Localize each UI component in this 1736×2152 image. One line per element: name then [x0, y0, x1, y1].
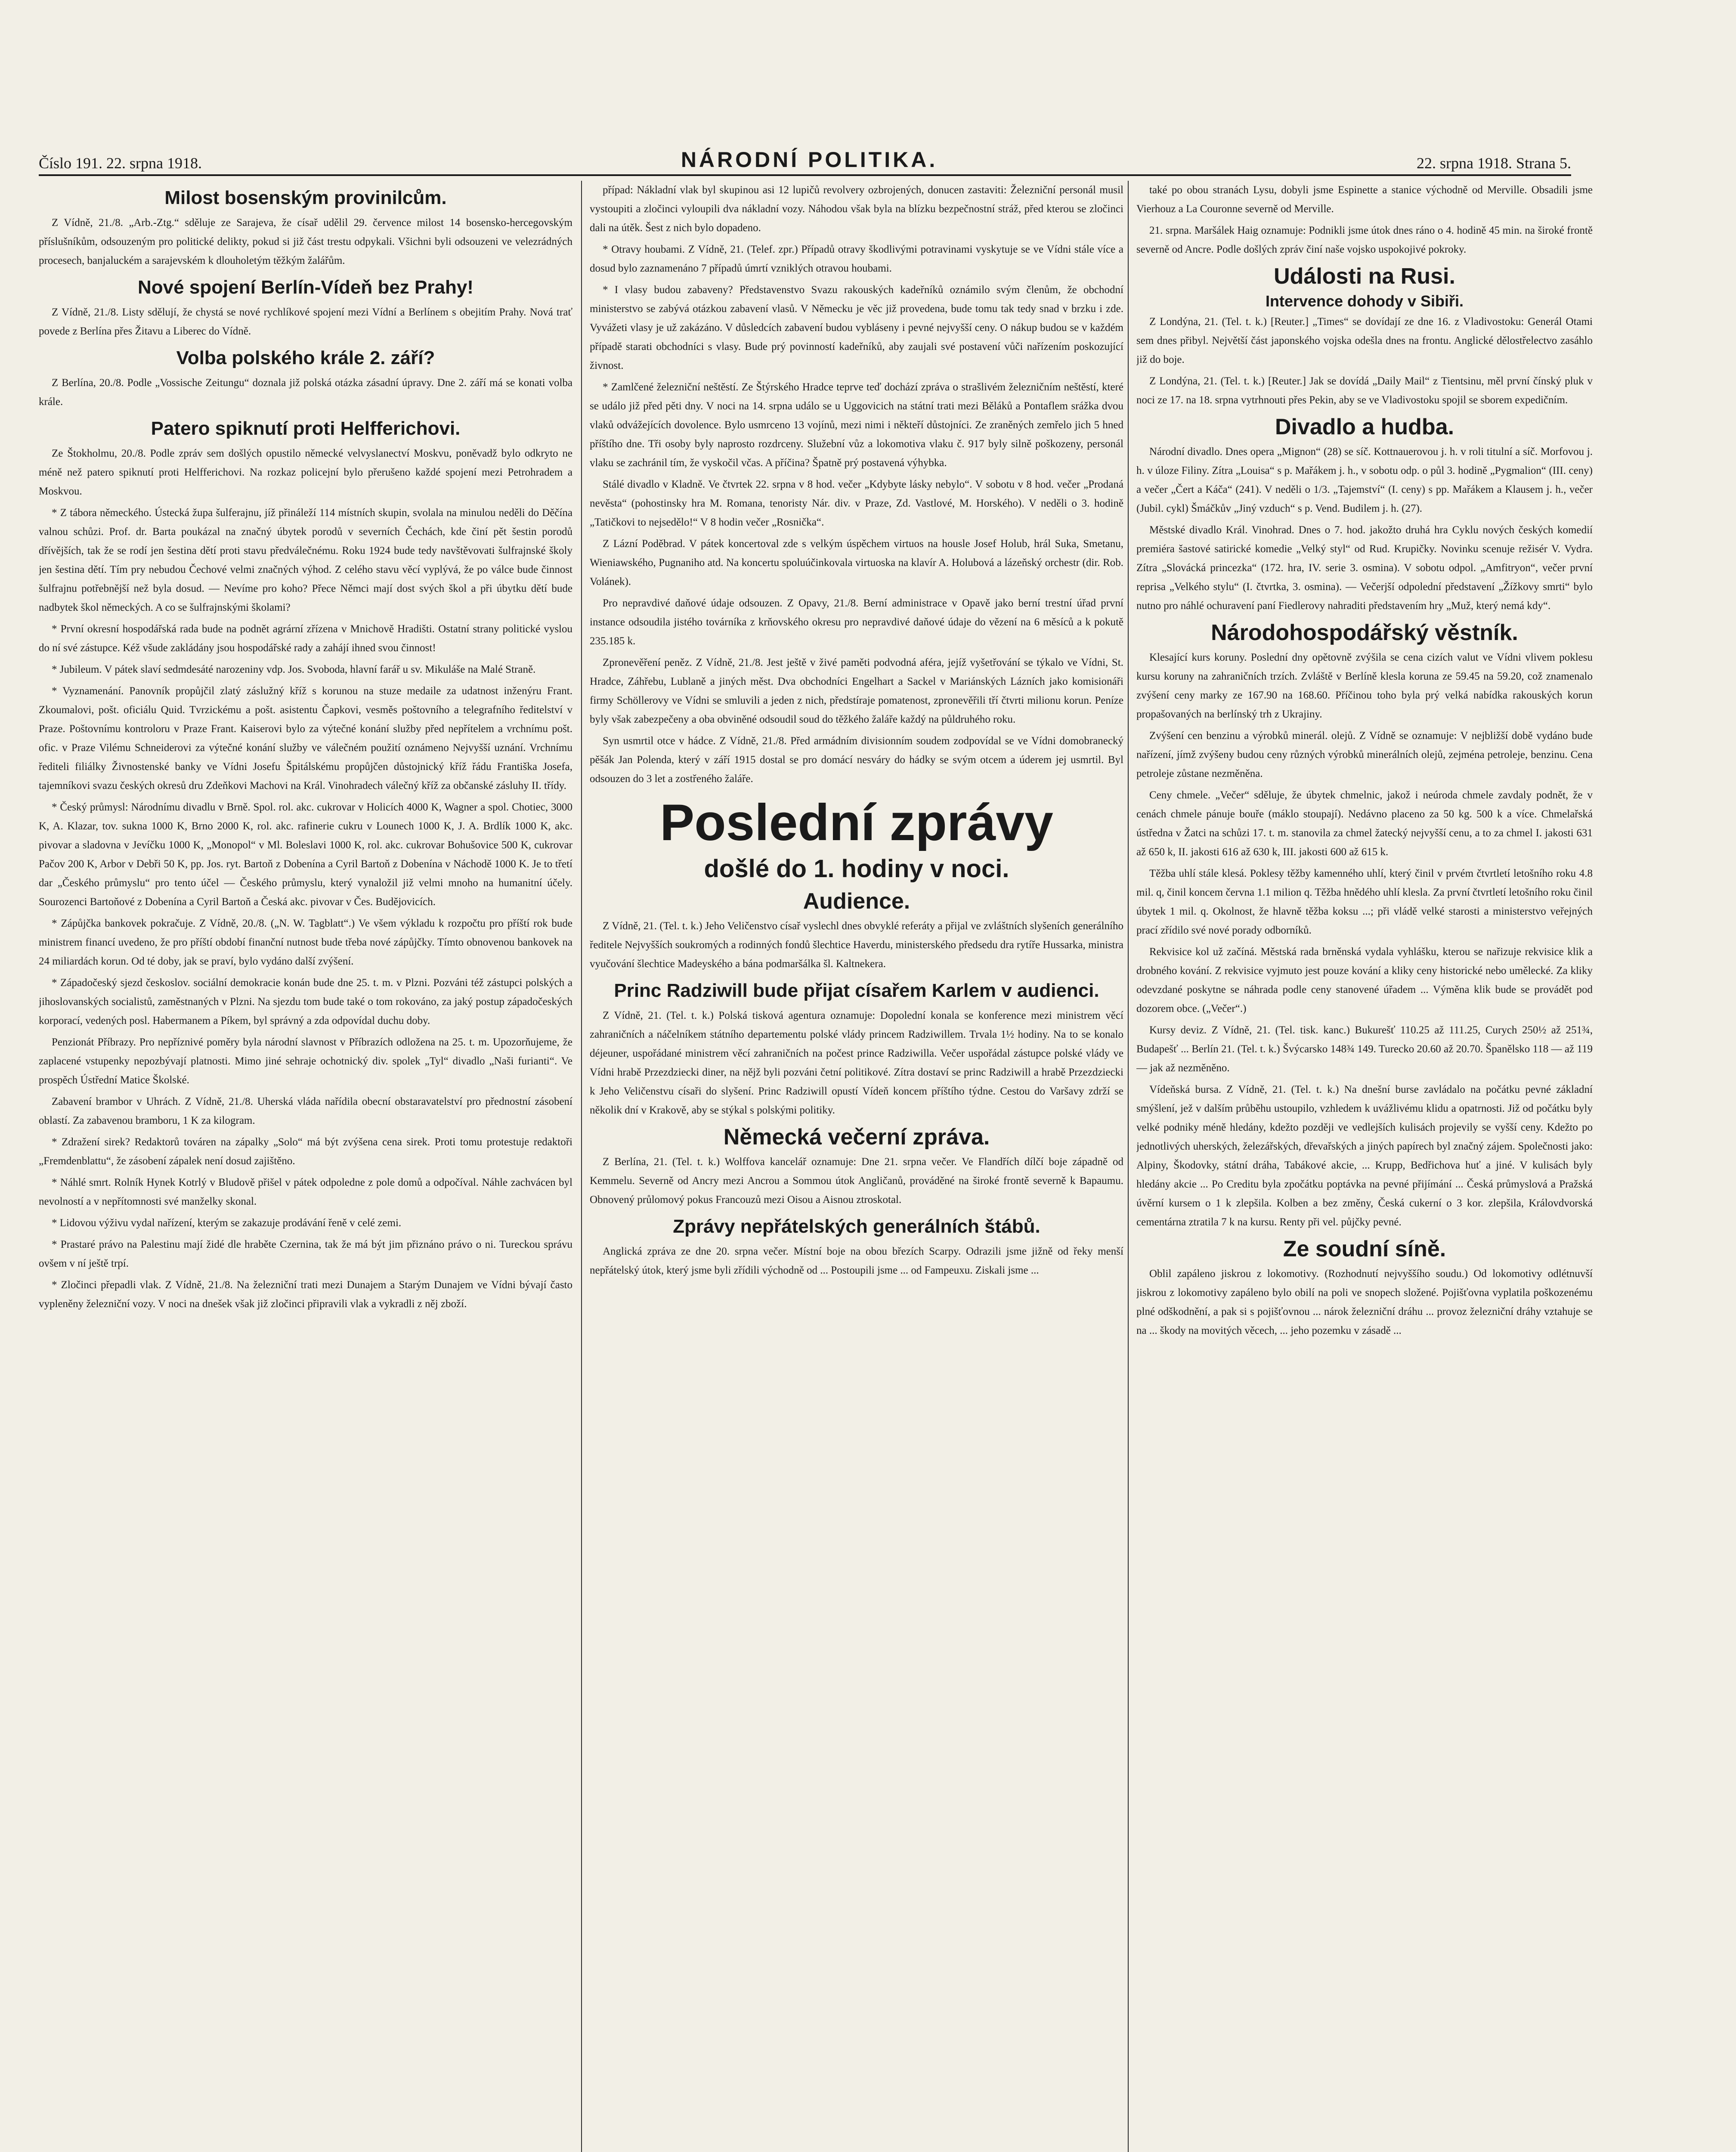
- article-paragraph: Těžba uhlí stále klesá. Poklesy těžby kamenného uhlí, který činil v prvém čtvrtletí letošního roku 4.8 mil. q, činil koncem června 1.1 milion q. Těžba hnědého uhlí klesla. Za první čtvrtletí letošního roku činil úbytek 1 mil. q. Okolnost, že hlavně těžba koksu ...; při vládě velké starosti a ministerstvo veřejných prací zřídilo své nové porady odborníků.: [1136, 868, 1593, 936]
- page-date: 22. srpna 1918. Strana 5.: [1417, 155, 1571, 172]
- article-paragraph: Národní divadlo. Dnes opera „Mignon“ (28) se síč. Kottnauerovou j. h. v roli titulní a síč. Morfovou j. h. v úloze Filiny. Zítra „Louisa“ s p. Mařákem j. h., v sobotu odp. o půl 3. hodině „Pygmalion“ (III. ceny) a večer „Čert a Káča“ (241). V neděli o 1/3. „Tajemství“ (I. ceny) s pp. Mařákem a Klausem j. h., večer (Jubil. cykl) Šmáčkův „Jiný vzduch“ s p. Vend. Budilem j. h. (27).: [1136, 446, 1593, 514]
- article-paragraph: * Zločinci přepadli vlak. Z Vídně, 21./8. Na železniční trati mezi Dunajem a Starým Dunajem ve Vídni bývají často vypleněny železniční vozy. V noci na dnešek však již zločinci připravili vlak a vykradli z něj zboží.: [39, 1279, 572, 1310]
- article-paragraph: Penzionát Příbrazy. Pro nepříznivé poměry byla národní slavnost v Příbrazích odložena na 25. t. m. Upozorňujeme, že zaplacené vstupenky nepozbývají platnosti. Mimo jiné sehraje ochotnický div. spolek „Tyl“ divadlo „Naši furianti“. Ve prospěch Ústřední Matice Školské.: [39, 1036, 572, 1086]
- article-paragraph: Zvýšení cen benzinu a výrobků minerál. olejů. Z Vídně se oznamuje: V nejbližší době vydáno bude nařízení, jímž zvýšeny budou ceny různých výrobků minerálních olejů, zejména petroleje, benzinu. Cena petroleje zůstane nezměněna.: [1136, 730, 1593, 779]
- column-divider: [581, 181, 582, 2152]
- article-paragraph: 21. srpna. Maršálek Haig oznamuje: Podnikli jsme útok dnes ráno o 4. hodině 45 min. na široké frontě severně od Ancre. Podle došlých zpráv činí naše vojsko uspokojivé pokroky.: [1136, 225, 1593, 255]
- article-headline: Události na Rusi.: [1274, 264, 1455, 289]
- article-paragraph: případ: Nákladní vlak byl skupinou asi 12 lupičů revolvery ozbrojených, donucen zastaviti: Železniční personál musil vystoupiti a zločinci vyloupili dva nákladní vozy. Náhodou však byla na blízku bezpečnostní stráž, před kterou se zločinci dali na útěk. Šest z nich bylo dopadeno.: [590, 184, 1123, 234]
- article-paragraph: * Náhlé smrt. Rolník Hynek Kotrlý v Bludově přišel v pátek odpoledne z pole domů a odpočíval. Náhle zachvácen byl nevolností a v nepřítomnosti své manželky skonal.: [39, 1177, 572, 1207]
- article-paragraph: Z Vídně, 21. (Tel. t. k.) Jeho Veličenstvo císař vyslechl dnes obvyklé referáty a přijal ve zvláštních slyšeních generálního ředitele Nejvyšších soukromých a rodinných fondů šlechtice Haverdu, ministerského předsedu dra rytíře Hussarka, ministra vyučování šlechtice Madeyského a bána podmaršálka šl. Kaltnekera.: [590, 920, 1123, 970]
- article-paragraph: Rekvisice kol už začíná. Městská rada brněnská vydala vyhlášku, kterou se nařizuje rekvisice klik a drobného kování. Z rekvisice vyjmuto jest pouze kování a kliky ceny historické nebo umělecké. Za kliky odevzdané poskytne se náhrada podle ceny stanovené úřadem ... Výměna klik bude se provádět pod dozorem obce. („Večer“.): [1136, 946, 1593, 1014]
- article-headline: Volba polského krále 2. září?: [176, 347, 435, 368]
- article-paragraph: Z Vídně, 21./8. Listy sdělují, že chystá se nové rychlíkové spojení mezi Vídní a Berlínem s obejitím Prahy. Nová trať povede z Berlína přes Žitavu a Liberec do Vídně.: [39, 306, 572, 337]
- article-headline: Národohospodářský věstník.: [1211, 620, 1518, 645]
- article-paragraph: Vídeňská bursa. Z Vídně, 21. (Tel. t. k.) Na dnešní burse zavládalo na počátku pevné základní smýšlení, jež v dalším průběhu ustoupilo, vzhledem k uvážlivému klidu a opatrnosti. Již od počátku byly velké podniky méně hledány, kdežto později ve vedlejších kulisách projevily se vyšší ceny. Kdežto po jednotlivých uherských, železářských, dřevařských a jiných papírech byl značný zájem. Společnosti jako: Alpiny, Škodovky, státní dráha, Tabákové akcie, ... Krupp, Bedřichova huť a jiné. V kulisách byly hledány akcie ... Po Creditu byla zpočátku poptávka na pevné přijímání ... Česká průmyslová a Pražská úvěrní kursem o 1 k zlepšila. Kolben a bez změny, Česká cukerní o 3 kor. zlepšila, Královdvorská cementárna ztratila 7 k na kursu. Renty při vel. půjčky pevné.: [1136, 1084, 1593, 1228]
- article-headline: Nové spojení Berlín-Vídeň bez Prahy!: [138, 277, 473, 298]
- article-paragraph: * Prastaré právo na Palestinu mají židé dle hraběte Czernina, tak že má být jim přiznáno právo o ni. Tureckou správu ovšem v ní ještě trpí.: [39, 1239, 572, 1269]
- article-headline: Milost bosenským provinilcům.: [164, 187, 447, 208]
- column-2: [590, 181, 1123, 2152]
- article-paragraph: Stálé divadlo v Kladně. Ve čtvrtek 22. srpna v 8 hod. večer „Kdybyte lásky nebylo“. V sobotu v 8 hod. večer „Prodaná nevěsta“ (pohostinsky hra M. Romana, tenoristy Nár. div. v Praze, Zd. Vastlové, M. Horského). V neděli o 3. hodině „Tatičkovi to nejsedělo!“ V 8 hodin večer „Rosnička“.: [590, 479, 1123, 528]
- column-3: [1136, 181, 1593, 2152]
- column-divider: [1128, 181, 1129, 2152]
- issue-number: Číslo 191. 22. srpna 1918.: [39, 155, 202, 172]
- article-paragraph: Z Londýna, 21. (Tel. t. k.) [Reuter.] Jak se dovídá „Daily Mail“ z Tientsinu, měl první čínský pluk v noci ze 17. na 18. srpna vytrhnouti přes Pekin, aby se ve Vladivostoku spojil se sborem expedičním.: [1136, 375, 1593, 406]
- newspaper-title: NÁRODNÍ POLITIKA.: [681, 148, 938, 172]
- article-headline: Princ Radziwill bude přijat císařem Karlem v audienci.: [614, 980, 1099, 1001]
- article-paragraph: Z Vídně, 21. (Tel. t. k.) Polská tisková agentura oznamuje: Dopolední konala se konference mezi ministrem věcí zahraničních a náčelníkem státního departementu polské vlády princem Radziwillem. Trvala 1½ hodiny. Na to se konalo déjeuner, uspořádané ministrem věcí zahraničních na počest prince Radziwilla. Večer uspořádal zástupce polské vlády ve Vídni hrabě Przezdziecki diner, na nějž byli pozváni četní politikové. Zítra dostaví se princ Radziwill a hrabě Przezdziecki k Jeho Veličenstvu císaři do slyšení. Princ Radziwill opustí Vídeň koncem příštího týdne. Cestou do Varšavy zdrží se několik dní v Krakově, aby se stýkal s polskými politiky.: [590, 1010, 1123, 1116]
- article-paragraph: * Zamlčené železniční neštěstí. Ze Štýrského Hradce teprve teď dochází zpráva o strašlivém železničním neštěstí, které se událo již před pěti dny. V noci na 14. srpna událo se u Uggovicich na státní trati mezi Běláků a Pontaflem srážka dvou vlaků odvážejících dovolence. Bylo usmrceno 13 vojínů, mezi nimi i někteří důstojníci. Ze zraněných zemřelo jich 5 hned příštího dne. Tři osoby byly naprosto rozdrceny. Služební vůz a lokomotiva vlaku č. 917 byly silně poškozeny, personál vlaku se zachránil tím, že vyskočil včas. A příčina? Špatně prý postavená výhybka.: [590, 381, 1123, 469]
- masthead-rule: [39, 174, 1571, 176]
- article-paragraph: Oblil zapáleno jiskrou z lokomotivy. (Rozhodnutí nejvyššího soudu.) Od lokomotivy odlétnuvší jiskrou z lokomotivy zapáleno bylo obilí na poli ve snopech složené. Pojišťovna vyplatila poškozenému plné odškodnění, a pak si s pojišťovnou ... nárok železniční dráhu ... provoz železniční dráhy vztahuje se na ... škody na movitých věcech, ... jeho pozemku v zásadě ...: [1136, 1268, 1593, 1336]
- section-banner: Poslední zprávy: [660, 794, 1053, 851]
- article-paragraph: * Jubileum. V pátek slaví sedmdesáté narozeniny vdp. Jos. Svoboda, hlavní farář u sv. Mikuláše na Malé Straně.: [52, 664, 536, 675]
- article-paragraph: Anglická zpráva ze dne 20. srpna večer. Místní boje na obou březích Scarpy. Odrazili jsme jižně od řeky menší nepřátelský útok, který jsme byli zřídili východně od ... Postoupili jsme ... od Fampeuxu. Ziskali jsme ...: [590, 1246, 1123, 1276]
- article-paragraph: Syn usmrtil otce v hádce. Z Vídně, 21./8. Před armádním divisionním soudem zodpovídal se ve Vídni domobranecký pěšák Jan Polenda, který v září 1915 dostal se pro domácí nesváry do hádky se svým otcem a úderem jej usmrtil. Byl odsouzen do 3 let a zostřeného žaláře.: [590, 735, 1123, 785]
- article-paragraph: * První okresní hospodářská rada bude na podnět agrární zřízena v Mnichově Hradišti. Ostatní strany politické vyslou do ní své zástupce. Kéž všude zakládány jsou hospodářské rady a zahájí ihned svou činnost!: [39, 623, 572, 654]
- article-paragraph: Městské divadlo Král. Vinohrad. Dnes o 7. hod. jakožto druhá hra Cyklu nových českých komedií premiéra šastové satirické komedie „Velký styl“ od Rud. Krupičky. Novinku scenuje režisér V. Vydra. Zítra „Slovácká princezka“ (172. hra, IV. serie 3. osmina). V sobotu odpol. „Amfitryon“, večer první reprisa „Velkého stylu“ (I. čtvrtka, 3. osmina). — Večerjší odpolední představení „Žížkovy smrti“ bylo nutno pro náhlé ochuravení paní Fiedlerovy nahraditi představením hry „Muž, který nemá kdy“.: [1136, 524, 1593, 612]
- article-headline: Patero spiknutí proti Helfferichovi.: [151, 418, 461, 439]
- article-paragraph: Ze Štokholmu, 20./8. Podle zpráv sem došlých opustilo německé velvyslanectví Moskvu, poněvadž bylo odkryto ne méně než patero spiknutí proti Helfferichovi. Na rozkaz policejní bylo přerušeno každé spojení mezi Petrohradem a Moskvou.: [39, 448, 572, 497]
- article-paragraph: * Otravy houbami. Z Vídně, 21. (Telef. zpr.) Případů otravy škodlivými potravinami vyskytuje se ve Vídni stále více a dosud bylo zaznamenáno 7 případů úmrtí vzniklých otravou houbami.: [590, 244, 1123, 274]
- article-paragraph: Klesající kurs koruny. Poslední dny opětovně zvýšila se cena cizích valut ve Vídni vlivem poklesu kursu koruny na zahraničních trzích. Zvláště v Berlíně klesla koruna ze 59.45 na 59.20, což znamenalo zvýšení ceny marky ze 167.90 na 168.60. Příčinou toho byla prý velká nabídka rakouských korun propašovaných na berlínský trh z Ukrajiny.: [1136, 652, 1593, 720]
- article-paragraph: * I vlasy budou zabaveny? Představenstvo Svazu rakouských kadeřníků oznámilo svým členům, že obchodní ministerstvo se zabývá otázkou zabavení vlasů. V Německu je věc již provedena, bude tomu tak tedy snad v brzku i zde. Vyvážeti vlasy je už zakázáno. V důsledcích zabavení budou vybláseny i pevné nejvyšší ceny. O nákup budou se v každém případě starati obchodníci s vlasy. Bude prý povinností kadeřníků, aby zaujali své postavení vůči nařízením poskozující živnost.: [590, 284, 1123, 371]
- article-paragraph: Zabavení brambor v Uhrách. Z Vídně, 21./8. Uherská vláda nařídila obecní obstaravatelství pro přednostní zásobení oblastí. Za zabavenou bramboru, 1 K za kilogram.: [39, 1096, 572, 1126]
- article-headline: Divadlo a hudba.: [1275, 414, 1454, 439]
- article-subheadline: Intervence dohody v Sibiři.: [1265, 292, 1464, 310]
- article-paragraph: * Lidovou výživu vydal nařízení, kterým se zakazuje prodávání řeně v celé zemi.: [52, 1217, 402, 1229]
- article-paragraph: Z Berlína, 20./8. Podle „Vossische Zeitungu“ doznala již polská otázka zásadní úpravy. Dne 2. září má se konati volba krále.: [39, 377, 572, 408]
- article-paragraph: také po obou stranách Lysu, dobyli jsme Espinette a stanice východně od Merville. Obsadili jsme Vierhouz a La Couronne severně od Merville.: [1136, 184, 1593, 215]
- masthead: [39, 138, 1571, 172]
- article-paragraph: * Západočeský sjezd českoslov. sociální demokracie konán bude dne 25. t. m. v Plzni. Pozváni též zástupci polských a jihoslovanských socialistů, zaměstnaných v Plzni. Na sjezdu tom bude také o tom rokováno, za jaký postup západočeských korporací, vedených posl. Habermanem a Píkem, byl správný a zda odpovídal duchu doby.: [39, 977, 572, 1027]
- article-paragraph: Z Vídně, 21./8. „Arb.-Ztg.“ sděluje ze Sarajeva, že císař udělil 29. července milost 14 bosensko-hercegovským příslušníkům, odsouzeným pro politické delikty, pokud si již část trestu odpykali. Všichni byli odsouzeni ve velezrádných procesech, banjaluckém a sarajevském k dlouholetým těžkým žalářům.: [39, 217, 572, 266]
- article-headline: Německá večerní zpráva.: [723, 1125, 990, 1150]
- article-headline: Audience.: [803, 889, 910, 914]
- article-paragraph: Z Londýna, 21. (Tel. t. k.) [Reuter.] „Times“ se dovídají ze dne 16. z Vladivostoku: Generál Otami sem dnes přibyl. Největší část japonského vojska odešla dnes na frontu. Anglické dělostřelectvo zasáhlo již do boje.: [1136, 316, 1593, 365]
- article-paragraph: * Vyznamenání. Panovník propůjčil zlatý záslužný kříž s korunou na stuze medaile za udatnost inženýru Frant. Zkoumalovi, pošt. oficiálu Quid. Tvrzickému a pošt. asistentu Čapkovi, vesměs poštovního a telegrafního ředitelství v Praze. Poštovnímu kontroloru v Praze Frant. Kaiserovi bylo za výtečné konání služby před nepřítelem a vrchnímu pošt. ofic. v Praze Vilému Schneiderovi za výtečné konání služby ve válečném použití oznámeno Nejvyšší uznání. Vrchnímu řediteli filiálky Živnostenské banky ve Vídni Josefu Špitálskému propůjčen důstojnický kříž řádu Františka Josefa, tajemníkovi svazu českých okresů dru Zdeňkovi Machovi na Král. Vinohradech válečný kříž za občanské zásluhy II. třídy.: [39, 685, 572, 792]
- column-1: [39, 181, 572, 2152]
- article-paragraph: Pro nepravdivé daňové údaje odsouzen. Z Opavy, 21./8. Berní administrace v Opavě jako berní trestní úřad první instance odsoudila jistého továrníka z krňovského okresu pro nepravdivé daňové údaje do vězení na 6 měsíců a k pokutě 235.185 k.: [590, 597, 1123, 647]
- article-headline: Zprávy nepřátelských generálních štábů.: [673, 1216, 1040, 1237]
- article-paragraph: Z Lázní Poděbrad. V pátek koncertoval zde s velkým úspěchem virtuos na housle Josef Holub, hrál Suka, Smetanu, Wieniawského, Pugnaniho atd. Na koncertu spoluúčinkovala virtuoska na klavír A. Holubová a lázeňský orchestr (dir. Rob. Volánek).: [590, 538, 1123, 587]
- article-paragraph: * Český průmysl: Národnímu divadlu v Brně. Spol. rol. akc. cukrovar v Holicích 4000 K, Wagner a spol. Chotiec, 3000 K, A. Klazar, tov. sukna 1000 K, Brno 2000 K, rol. akc. rafinerie cukru v Lounech 1000 K, J. A. Brdlík 1000 K, akc. pivovar a sladovna v Jevíčku 1000 K, „Monopol“ v Ml. Boleslavi 1000 K, rol. akc. cukrovar Bohušovice 500 K, cukrovar Pačov 200 K, Arbor v Debři 50 K, pp. Jos. ryt. Bartoň z Dobenína a Cyril Bartoň z Dobenína v Náchodě 1000 K. Je to třetí dar „Českého průmyslu“ pro tento účel — Českého průmyslu, který vynaložil již velmi mnoho na humanitní účely. Sourozenci Bartoňové z Dobenína a Cyril Bartoň a Česká akc. pivovar v Čes. Budějovicích.: [39, 801, 572, 908]
- article-paragraph: * Zápůjčka bankovek pokračuje. Z Vídně, 20./8. („N. W. Tagblatt“.) Ve všem výkladu k rozpočtu pro příští rok bude ministrem financí uvedeno, že pro příští období finanční nutnost bude třeba nové zápůjčky. Tímto obnovenou bankovek na 24 miliardách korun. Od té doby, jak se praví, bylo vydáno další zvýšení.: [39, 918, 572, 967]
- article-paragraph: Z Berlína, 21. (Tel. t. k.) Wolffova kancelář oznamuje: Dne 21. srpna večer. Ve Flandřích dílčí boje západně od Kemmelu. Severně od Ancry mezi Ancrou a Sommou útok Angličanů, prováděné na široké frontě severně k Bapaumu. Obnovený průlomový pokus Francouzů mezi Oisou a Aisnou ztroskotal.: [590, 1156, 1123, 1206]
- article-paragraph: * Zdražení sirek? Redaktorů továren na zápalky „Solo“ má být zvýšena cena sirek. Proti tomu protestuje redaktoři „Fremdenblattu“, že zásobení zápalek není dosud zajištěno.: [39, 1136, 572, 1167]
- article-paragraph: * Z tábora německého. Ústecká župa šulferajnu, jíž přináleží 114 místních skupin, svolala na minulou neděli do Děčína valnou schůzi. Prof. dr. Barta poukázal na značný úbytek porodů v severních Čechách, kde činí pět šestin porodů dřívějších, tak že se rodí jen šestina dětí proti stavu předválečnému. Roku 1924 bude tedy navštěvovati šulfrajnské školy jen šestina dětí. Tím pry nebudou Čechové velmi značných výhod. Z celého stavu věcí vyplývá, že po válce bude činnost šulfrajnu potřebnější než byla dosud. — Nevíme pro koho? Přece Němci mají dost svých škol a při úbytku dětí bude nadbytek škol německých. A co se šulfrajnskými školami?: [39, 507, 572, 613]
- article-paragraph: Kursy deviz. Z Vídně, 21. (Tel. tisk. kanc.) Bukurešť 110.25 až 111.25, Curych 250½ až 251¾, Budapešť ... Berlín 21. (Tel. t. k.) Švýcarsko 148¾ 149. Turecko 20.60 až 20.70. Španělsko 118 — až 119 — jak až nezměněno.: [1136, 1024, 1593, 1074]
- article-paragraph: Zpronevěření peněz. Z Vídně, 21./8. Jest ještě v živé paměti podvodná aféra, jejíž vyšetřování se týkalo ve Vídni, St. Hradce, Záhřebu, Lublaně a jiných měst. Dva obchodníci Engelhart a Sackel v Mariánských Lázních jako komisionáři firmy Schöllerovy ve Vídni se smluvili a jeden z nich, předstíraje pomatenost, zpronevěřili tří čtvrti milionu korun. Peníze byly však zabezpečeny a oba obviněné odsoudil soud do těžkého žaláře každý na půldruhého roku.: [590, 657, 1123, 725]
- section-banner-subtitle: došlé do 1. hodiny v noci.: [704, 855, 1009, 883]
- article-headline: Ze soudní síně.: [1283, 1237, 1446, 1262]
- article-paragraph: Ceny chmele. „Večer“ sděluje, že úbytek chmelnic, jakož i neúroda chmele zavdaly podnět, že v cenách chmele pánuje bouře (máklo stoupají). Nedávno placeno za 50 kg. 500 k a více. Chmelařská ústředna v Žatci na schůzi 17. t. m. stanovila za chmel žatecký nejvyšší cenu, a to za chmel I. jakosti 631 až 650 k, II. jakosti 616 až 630 k, III. jakosti 600 až 615 k.: [1136, 789, 1593, 858]
